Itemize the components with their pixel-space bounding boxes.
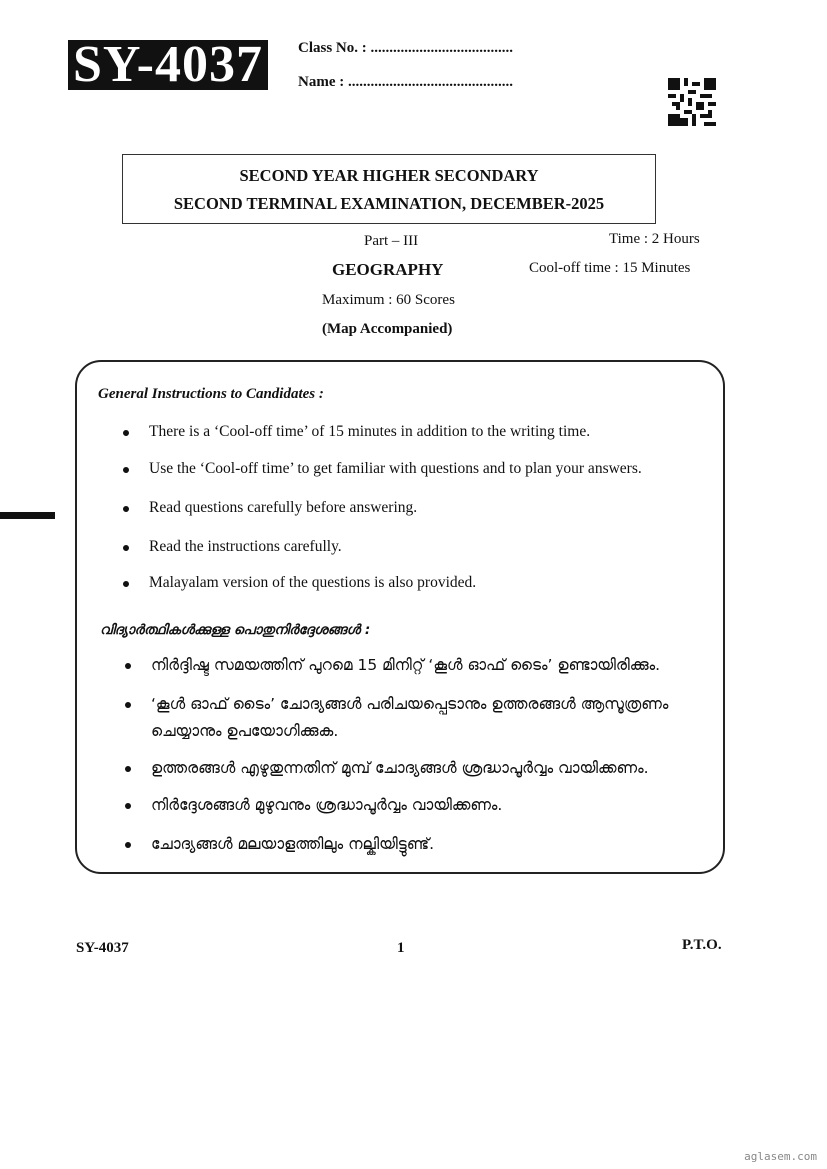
instructions-heading-ml: വിദ്യാർത്ഥികൾക്കുള്ള പൊതുനിർദ്ദേശങ്ങൾ :	[100, 622, 371, 638]
subject-title: GEOGRAPHY	[332, 260, 444, 279]
instructions-heading-en: General Instructions to Candidates :	[98, 386, 324, 402]
pto-label: P.T.O.	[682, 937, 722, 953]
list-item: ഉത്തരങ്ങൾ എഴുതുന്നതിന് മുമ്പ് ചോദ്യങ്ങൾ ശ്രദ്ധാപൂർവ്വം വായിക്കണം.	[151, 759, 649, 778]
time-label: Time : 2 Hours	[609, 231, 700, 247]
instructions-box	[75, 360, 725, 874]
page-number: 1	[397, 940, 405, 956]
exam-title-line2: SECOND TERMINAL EXAMINATION, DECEMBER-2025	[173, 194, 605, 213]
list-item-continuation: ചെയ്യാനും ഉപയോഗിക്കുക.	[151, 722, 339, 740]
list-item: There is a ‘Cool-off time’ of 15 minutes in addition to the writing time.	[149, 423, 590, 441]
footer-paper-code: SY-4037	[76, 940, 129, 956]
list-item: Use the ‘Cool-off time’ to get familiar with questions and to plan your answers.	[149, 460, 642, 478]
list-item: നിർദ്ദിഷ്ട സമയത്തിന് പുറമെ 15 മിനിറ്റ് ‘കൂൾ ഓഫ് ടൈം’ ഉണ്ടായിരിക്കും.	[151, 656, 660, 675]
class-no-field: Class No. : ......................................	[298, 40, 514, 56]
list-item: ചോദ്യങ്ങൾ മലയാളത്തിലും നല്കിയിട്ടുണ്ട്.	[151, 835, 434, 854]
name-field: Name : ............................................	[298, 74, 513, 90]
exam-title-line1: SECOND YEAR HIGHER SECONDARY	[239, 166, 539, 185]
exam-title-box	[122, 154, 656, 224]
qr-code-icon	[668, 78, 716, 126]
cooloff-label: Cool-off time : 15 Minutes	[529, 260, 691, 276]
part-label: Part – III	[364, 233, 419, 249]
list-item: നിർദ്ദേശങ്ങൾ മുഴുവനും ശ്രദ്ധാപൂർവ്വം വായിക്കണം.	[151, 796, 502, 815]
list-item: Malayalam version of the questions is also provided.	[149, 574, 476, 592]
margin-mark	[0, 512, 55, 519]
list-item: Read questions carefully before answering.	[149, 499, 417, 517]
list-item: ‘കൂൾ ഓഫ് ടൈം’ ചോദ്യങ്ങൾ പരിചയപ്പെടാനും ഉത്തരങ്ങൾ ആസൂത്രണം	[151, 695, 668, 714]
paper-code: SY-4037	[68, 40, 268, 90]
watermark: aglasem.com	[744, 1150, 817, 1163]
map-note: (Map Accompanied)	[322, 321, 453, 337]
maximum-scores: Maximum : 60 Scores	[322, 292, 455, 308]
list-item: Read the instructions carefully.	[149, 538, 342, 556]
